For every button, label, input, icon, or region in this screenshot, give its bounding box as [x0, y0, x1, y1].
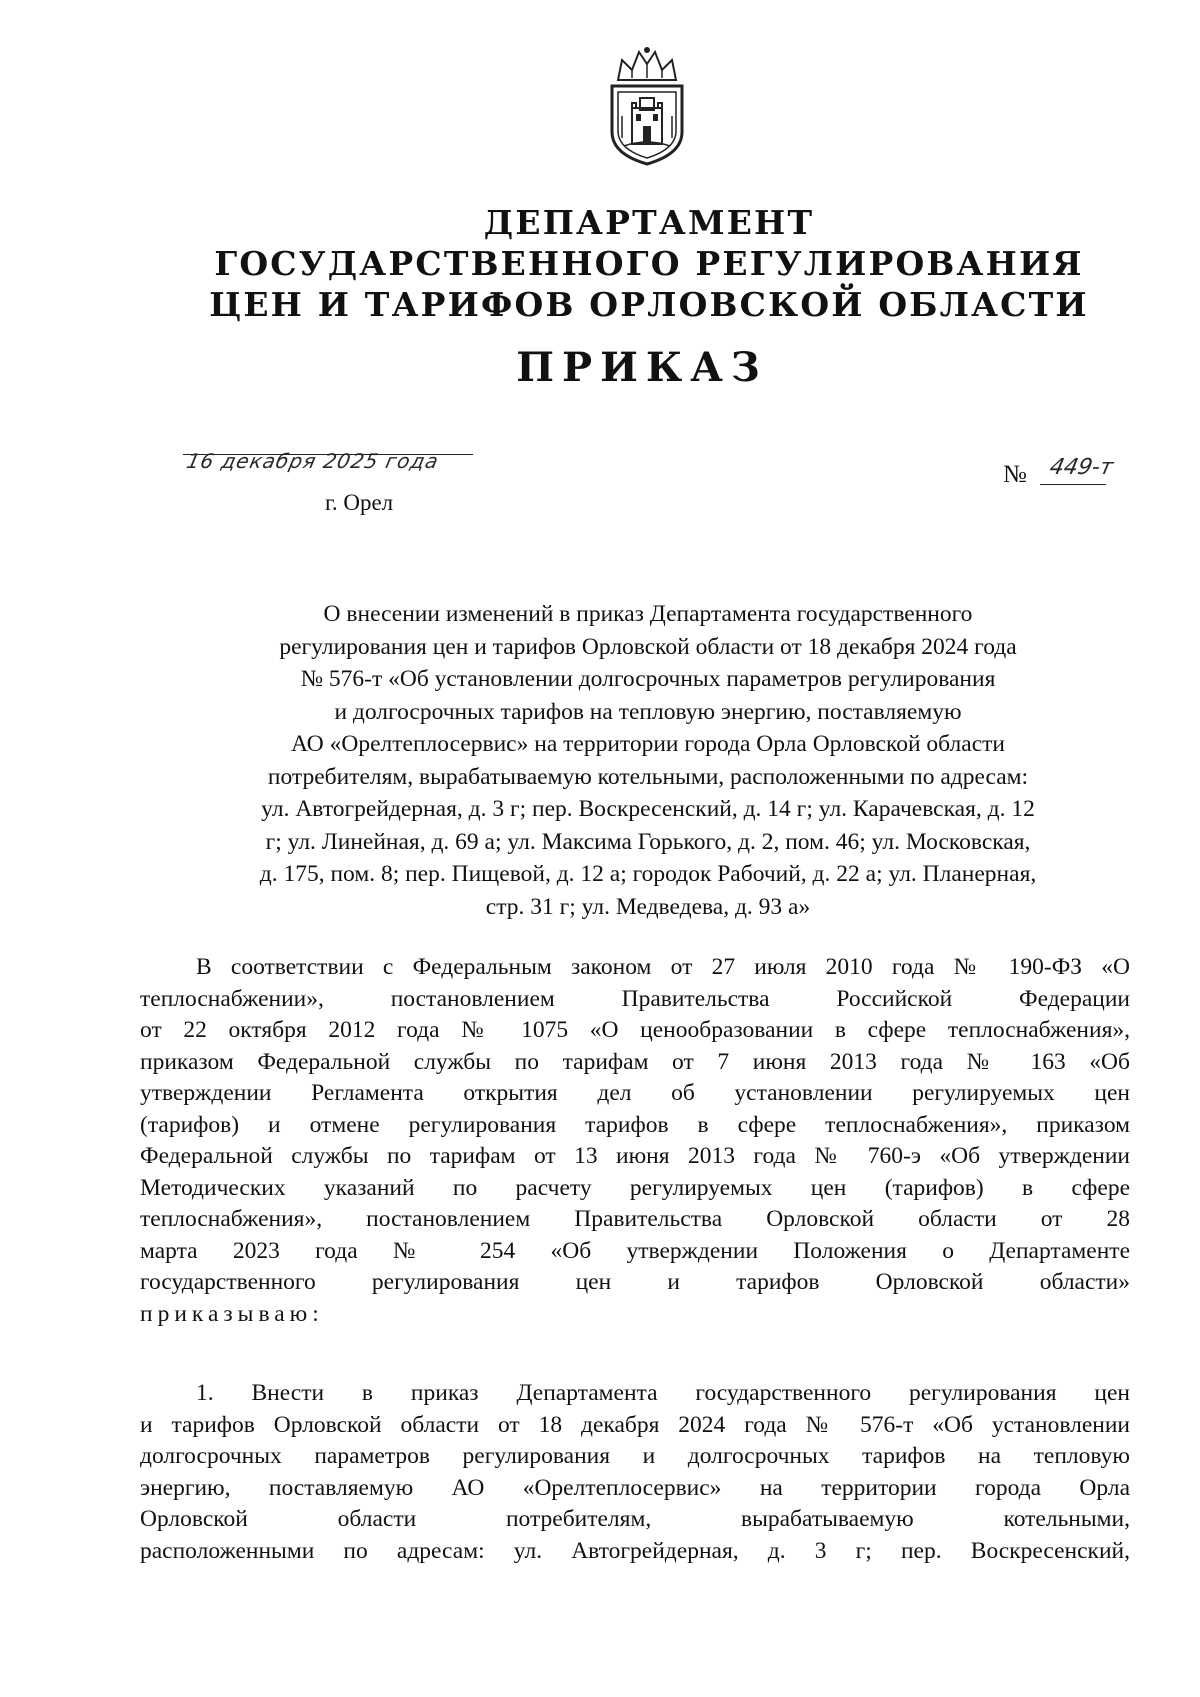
- preamble-line: от 22 октября 2012 года № 1075 «О ценообразовании в сфере теплоснабжения»,: [140, 1017, 1130, 1043]
- subject-line: ул. Автогрейдерная, д. 3 г; пер. Воскресенский, д. 14 г; ул. Карачевская, д. 12: [261, 796, 1035, 822]
- order-subject: [170, 598, 1126, 923]
- item-1-line: Орловской области потребителям, вырабатываемую котельными,: [140, 1506, 1130, 1532]
- subject-line: № 576-т «Об установлении долгосрочных параметров регулирования: [300, 666, 996, 692]
- preamble-line: марта 2023 года № 254 «Об утверждении Положения о Департаменте: [140, 1237, 1130, 1264]
- coat-of-arms-icon: [604, 46, 690, 166]
- subject-line: д. 175, пом. 8; пер. Пищевой, д. 12 а; городок Рабочий, д. 22 а; ул. Планерная,: [259, 861, 1037, 887]
- item-1-line: энергию, поставляемую АО «Орелтеплосервис» на территории города Орла: [140, 1474, 1130, 1501]
- subject-line: АО «Орелтеплосервис» на территории города Орла Орловской области: [291, 731, 1005, 757]
- subject-line: регулирования цен и тарифов Орловской области от 18 декабря 2024 года: [279, 633, 1017, 660]
- preamble-line: теплоснабжения», постановлением Правительства Орловской области от 28: [140, 1206, 1130, 1232]
- subject-line: г; ул. Линейная, д. 69 а; ул. Максима Горького, д. 2, пом. 46; ул. Московская,: [265, 828, 1031, 855]
- order-word: приказываю:: [140, 1300, 324, 1327]
- preamble-line: Федеральной службы по тарифам от 13 июня 2013 года № 760-э «Об утверждении: [140, 1143, 1130, 1169]
- document-type-title: ПРИКАЗ: [516, 344, 768, 391]
- preamble-line: приказом Федеральной службы по тарифам от 7 июня 2013 года № 163 «Об: [140, 1048, 1130, 1075]
- subject-line: и долгосрочных тарифов на тепловую энергию, поставляемую: [334, 698, 962, 725]
- number-label: №: [1003, 461, 1027, 488]
- number-underline: [1040, 484, 1106, 485]
- preamble-line: Методических указаний по расчету регулируемых цен (тарифов) в сфере: [140, 1174, 1130, 1201]
- subject-line: стр. 31 г; ул. Медведева, д. 93 а»: [485, 893, 811, 920]
- handwritten-date: 16 декабря 2025 года: [184, 449, 442, 473]
- preamble-line: В соответствии с Федеральным законом от 27 июля 2010 года № 190-ФЗ «О: [196, 954, 1130, 980]
- preamble-paragraph: [140, 952, 1130, 1330]
- date-underline: [183, 454, 473, 455]
- subject-line: потребителям, вырабатываемую котельными, расположенными по адресам:: [267, 763, 1029, 790]
- item-1-line: 1. Внести в приказ Департамента государственного регулирования цен: [196, 1380, 1130, 1406]
- item-1-line: долгосрочных параметров регулирования и долгосрочных тарифов на тепловую: [140, 1443, 1130, 1469]
- item-1-line: и тарифов Орловской области от 18 декабря 2024 года № 576-т «Об установлении: [140, 1411, 1130, 1438]
- preamble-line: (тарифов) и отмене регулирования тарифов в сфере теплоснабжения», приказом: [140, 1111, 1130, 1138]
- subject-line: О внесении изменений в приказ Департамента государственного: [323, 601, 973, 627]
- department-line-2: ГОСУДАРСТВЕННОГО РЕГУЛИРОВАНИЯ: [214, 244, 1084, 283]
- preamble-line: теплоснабжении», постановлением Правительства Российской Федерации: [140, 985, 1130, 1012]
- preamble-line: утверждении Регламента открытия дел об установлении регулируемых цен: [140, 1080, 1130, 1106]
- handwritten-number: 449-т: [1047, 455, 1116, 480]
- item-1-line: расположенными по адресам: ул. Автогрейдерная, д. 3 г; пер. Воскресенский,: [140, 1537, 1130, 1564]
- city-label: г. Орел: [325, 490, 394, 515]
- preamble-line: государственного регулирования цен и тарифов Орловской области»: [140, 1269, 1130, 1295]
- item-1-paragraph: [140, 1378, 1130, 1567]
- department-line-3: ЦЕН И ТАРИФОВ ОРЛОВСКОЙ ОБЛАСТИ: [209, 285, 1089, 324]
- department-name: [0, 202, 1200, 325]
- department-line-1: ДЕПАРТАМЕНТ: [483, 203, 815, 242]
